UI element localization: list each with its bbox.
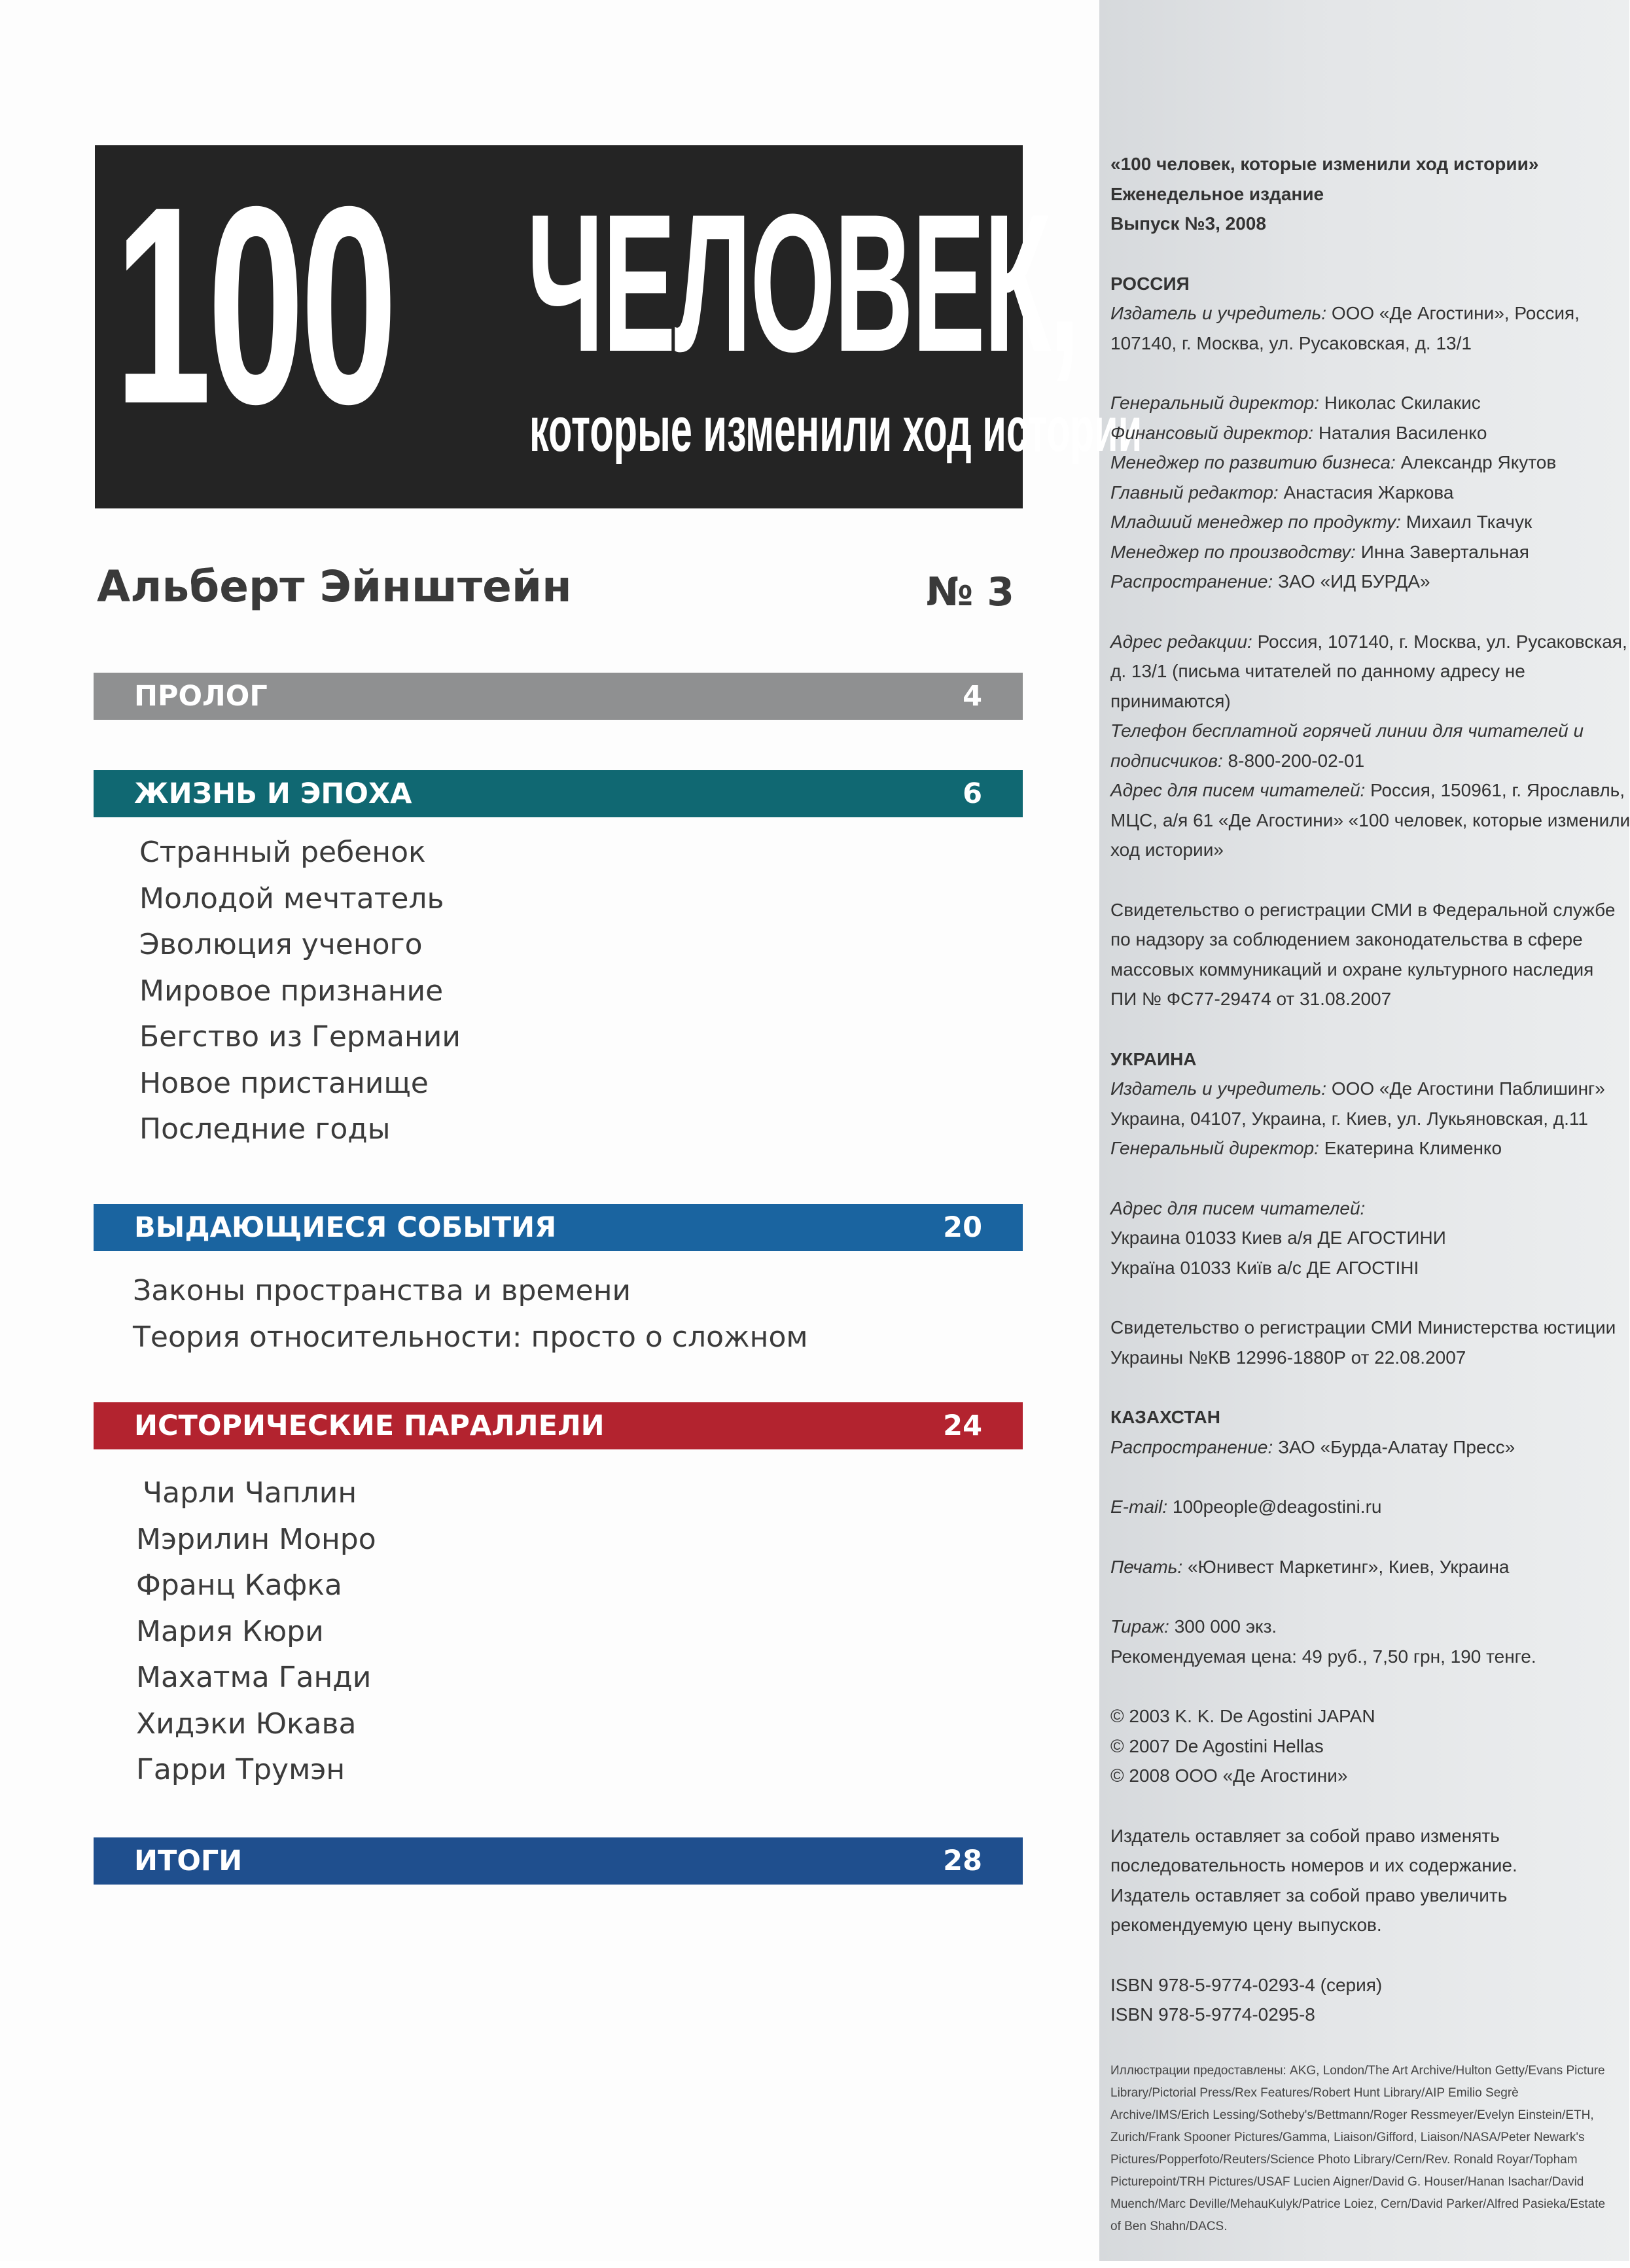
imprint-ukraine: УКРАИНА Издатель и учредитель: ООО «Де Агостини Паблишинг» Украина, 04107, Украина, г. Киев, ул. Лукьяновская, д.11 Генеральный директор: Екатерина Клименко [1110,1048,1605,1158]
section-label: ВЫДАЮЩИЕСЯ СОБЫТИЯ [134,1211,557,1244]
issue-number: № 3 [926,569,1014,615]
masthead-subtitle: которые изменили ход истории [529,395,1143,465]
imprint-print: Печать: «Юнивест Маркетинг», Киев, Украина [1110,1556,1510,1577]
list-item[interactable]: Гарри Трумэн [136,1753,345,1786]
list-item[interactable]: Эволюция ученого [139,928,423,961]
historical-parallels-list [136,1470,376,1794]
imprint [1110,149,1630,2268]
list-item[interactable]: Махатма Ганди [136,1661,372,1694]
list-item[interactable]: Чарли Чаплин [143,1476,357,1510]
list-item[interactable]: Молодой мечтатель [139,881,444,915]
list-item[interactable]: Мировое признание [139,974,444,1008]
imprint-rights: Издатель оставляет за собой право изменять последовательность номеров и их содержание. Издатель оставляет за собой право увеличить рекомендуемую цену выпусков. [1110,1825,1517,1935]
list-item[interactable]: Бегство из Германии [139,1020,461,1054]
section-label: ЖИЗНЬ И ЭПОХА [134,777,412,810]
section-label: ПРОЛОГ [134,680,268,713]
masthead-people: ЧЕЛОВЕК, [527,173,1079,393]
list-item[interactable]: Странный ребенок [139,836,426,869]
section-page-number: 4 [963,680,982,713]
section-life-and-epoch[interactable] [94,770,1023,817]
section-page-number: 24 [943,1409,982,1442]
imprint-registration-ukraine: Свидетельство о регистрации СМИ Министерства юстиции Украины №КВ 12996-1880Р от 22.08.2007 [1110,1317,1616,1368]
imprint-russia: РОССИЯ Издатель и учредитель: ООО «Де Агостини», Россия, 107140, г. Москва, ул. Русаковская, д. 13/1 [1110,273,1580,353]
masthead-number: 100 [115,149,394,463]
section-prologue[interactable] [94,673,1023,720]
list-item[interactable]: Законы пространства и времени [133,1274,631,1307]
imprint-staff: Генеральный директор: Николас Скилакис Финансовый директор: Наталия Василенко Менеджер по развитию бизнеса: Александр Якутов Главный редактор: Анастасия Жаркова Младший менеджер по продукту: Михаил Ткачук Менеджер по производству: Инна Завертальная Распространение: ЗАО «ИД БУРДА» [1110,393,1557,592]
life-and-epoch-list [139,830,461,1153]
section-page-number: 20 [943,1211,982,1244]
section-page-number: 6 [963,777,982,810]
imprint-isbn: ISBN 978-5-9774-0293-4 (серия) ISBN 978-5-9774-0295-8 [1110,1974,1383,2025]
imprint-registration-russia: Свидетельство о регистрации СМИ в Федеральной службе по надзору за соблюдением законодательства в сфере массовых коммуникаций и охране культурного наследия ПИ № ФС77-29474 от 31.08.2007 [1110,899,1616,1009]
imprint-kazakhstan: КАЗАХСТАН Распространение: ЗАО «Бурда-Алатау Пресс» [1110,1407,1515,1457]
imprint-credits: Иллюстрации предоставлены: AKG, London/The Art Archive/Hulton Getty/Evans Picture Library/Pictorial Press/Rex Features/Robert Hunt Library/AIP Emilio Segrè Archive/IMS/Erich Lessing/Sotheby's/Bettmann/Roger Ressmeyer/Evelyn Einstein/ETH, Zurich/Frank Spooner Pictures/Gamma, Liaison/Gifford, Liaison/NASA/Peter Newark's Pictures/Popperfoto/Reuters/Science Photo Library/Cern/Rev. Ronald Royar/Topham Picturepoint/TRH Pictures/USAF Lucien Aigner/David G. Houser/Hanan Isachar/David Muench/Marc Deville/MehauKulyk/Patrice Loiez, Cern/David Parker/Alfred Pasieka/Estate of Ben Shahn/DACS. [1110,2063,1606,2233]
imprint-letters-ukraine: Адрес для писем читателей: Украина 01033 Киев а/я ДЕ АГОСТИНИ Україна 01033 Київ а/с ДЕ АГОСТІНІ [1110,1197,1446,1278]
list-item[interactable]: Хидэки Юкава [136,1707,357,1741]
list-item[interactable]: Франц Кафка [136,1568,342,1602]
imprint-circulation: Тираж: 300 000 экз. Рекомендуемая цена: 49 руб., 7,50 грн, 190 тенге. [1110,1616,1536,1667]
list-item[interactable]: Новое пристанище [139,1066,429,1100]
email-link[interactable]: 100people@deagostini.ru [1172,1497,1382,1517]
list-item[interactable]: Теория относительности: просто о сложном [133,1320,808,1354]
section-page-number: 28 [943,1845,982,1877]
list-item[interactable]: Последние годы [139,1112,391,1146]
imprint-email: E-mail: 100people@deagostini.ru [1110,1497,1382,1517]
list-item[interactable]: Мэрилин Монро [136,1522,376,1556]
list-item[interactable]: Мария Кюри [136,1614,324,1648]
section-label: ИТОГИ [134,1845,243,1877]
section-historical-parallels[interactable] [94,1402,1023,1449]
section-label: ИСТОРИЧЕСКИЕ ПАРАЛЛЕЛИ [134,1409,605,1442]
outstanding-events-list [133,1268,808,1360]
imprint-copyright: © 2003 K. K. De Agostini JAPAN © 2007 De Agostini Hellas © 2008 ООО «Де Агостини» [1110,1706,1375,1786]
imprint-header: «100 человек, которые изменили ход истории» Еженедельное издание Выпуск №3, 2008 [1110,154,1539,234]
imprint-addresses: Адрес редакции: Россия, 107140, г. Москва, ул. Русаковская, д. 13/1 (письма читателей по данному адресу не принимаются) Телефон бесплатной горячей линии для читателей и подписчиков: 8-800-200-02-01 Адрес для писем читателей: Россия, 150961, г. Ярославль, МЦС, а/я 61 «Де Агостини» «100 человек, которые изменили ход истории» [1110,631,1630,860]
section-outstanding-events[interactable] [94,1204,1023,1251]
section-results[interactable] [94,1837,1023,1885]
issue-title: Альберт Эйнштейн [97,561,572,612]
masthead-logo [95,145,1143,508]
